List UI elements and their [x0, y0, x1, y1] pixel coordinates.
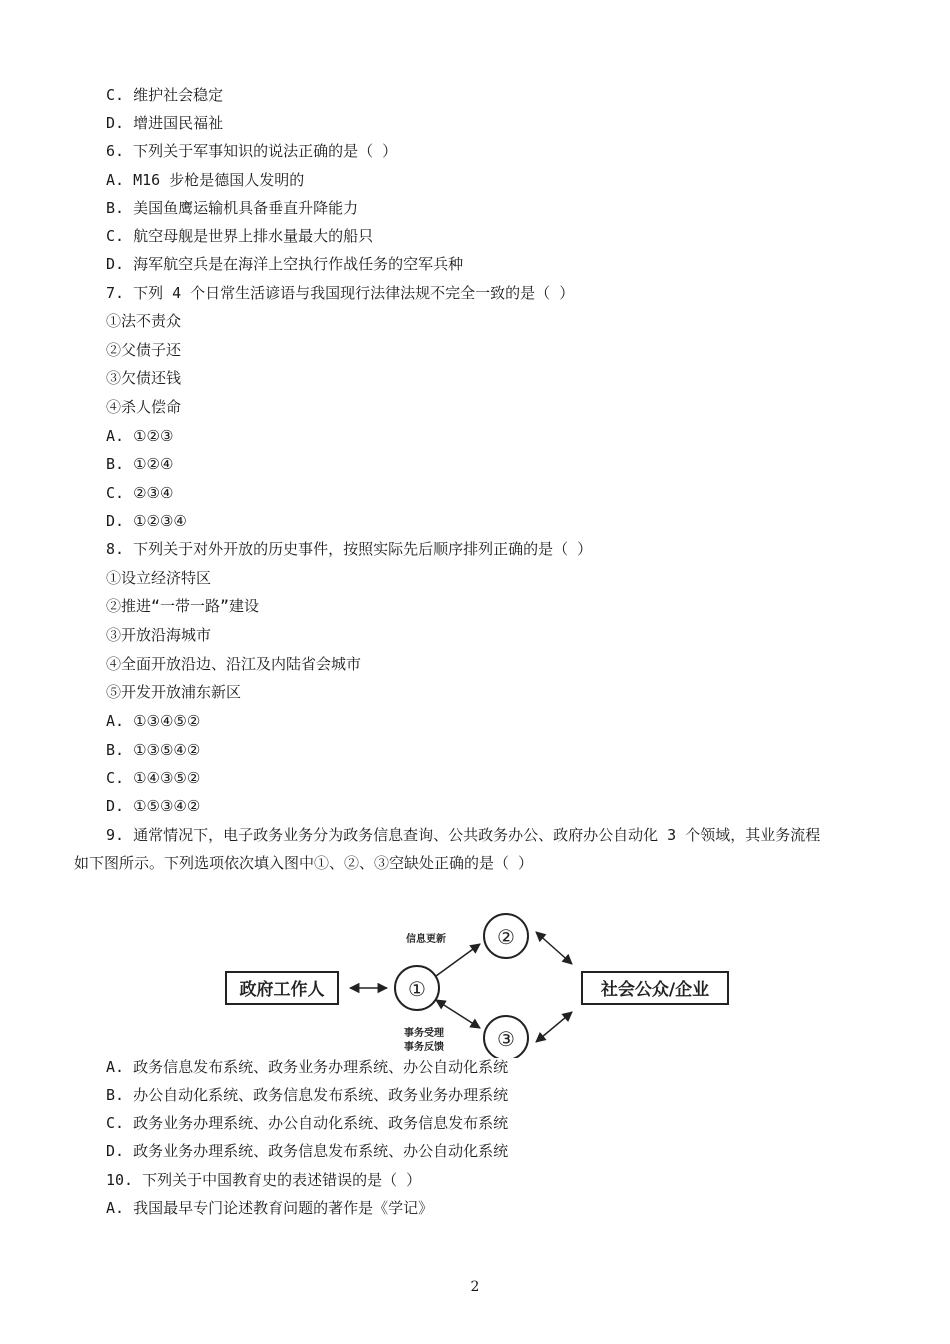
- node-3-label: ③: [497, 1027, 515, 1051]
- q8-item-4: ④全面开放沿边、沿江及内陆省会城市: [106, 655, 362, 673]
- arrow-node1-node3: [436, 1000, 480, 1028]
- label-info-update: 信息更新: [406, 934, 446, 945]
- q9-option-d: D. 政务业务办理系统、政务信息发布系统、办公自动化系统: [106, 1142, 509, 1160]
- q9-option-b: B. 办公自动化系统、政务信息发布系统、政务业务办理系统: [106, 1086, 509, 1104]
- q8-stem: 8. 下列关于对外开放的历史事件，按照实际先后顺序排列正确的是（ ）: [106, 540, 593, 558]
- arrow-node1-node2: [436, 944, 480, 976]
- q8-item-3: ③开放沿海城市: [106, 626, 212, 644]
- q8-option-a: A. ①③④⑤②: [106, 712, 201, 730]
- label-affair-accept: 事务受理: [404, 1028, 444, 1039]
- q8-item-2: ②推进“一带一路”建设: [106, 597, 260, 615]
- e-government-flow-diagram: [222, 908, 737, 1058]
- q8-option-b: B. ①③⑤④②: [106, 741, 201, 759]
- q8-option-d: D. ①⑤③④②: [106, 797, 201, 815]
- left-box-label: 政府工作人: [239, 980, 325, 1000]
- q8-item-1: ①设立经济特区: [106, 569, 212, 587]
- q9-stem-line1: 9. 通常情况下，电子政务业务分为政务信息查询、公共政务办公、政府办公自动化 3 个领域，其业务流程: [106, 826, 821, 844]
- q7-option-a: A. ①②③: [106, 427, 174, 445]
- arrow-node2-right: [536, 932, 572, 964]
- left-box: [226, 972, 338, 1004]
- q5-option-c: C. 维护社会稳定: [106, 86, 224, 104]
- q8-option-c: C. ①④③⑤②: [106, 769, 201, 787]
- q9-option-a: A. 政务信息发布系统、政务业务办理系统、办公自动化系统: [106, 1058, 509, 1076]
- q7-item-4: ④杀人偿命: [106, 398, 182, 416]
- node-1-label: ①: [408, 977, 426, 1001]
- q7-item-3: ③欠债还钱: [106, 369, 182, 387]
- right-box-label: 社会公众/企业: [600, 980, 710, 1000]
- node-2-label: ②: [497, 925, 515, 949]
- node-1: [395, 966, 439, 1010]
- q7-option-b: B. ①②④: [106, 455, 174, 473]
- page-number: 2: [470, 1279, 480, 1295]
- q6-stem: 6. 下列关于军事知识的说法正确的是（ ）: [106, 142, 398, 160]
- q6-option-d: D. 海军航空兵是在海洋上空执行作战任务的空军兵种: [106, 255, 464, 273]
- node-3: [484, 1016, 528, 1058]
- right-box: [582, 972, 728, 1004]
- q7-item-1: ①法不责众: [106, 312, 182, 330]
- q10-option-a: A. 我国最早专门论述教育问题的著作是《学记》: [106, 1199, 434, 1217]
- q8-item-5: ⑤开发开放浦东新区: [106, 683, 242, 701]
- q9-option-c: C. 政务业务办理系统、办公自动化系统、政务信息发布系统: [106, 1114, 509, 1132]
- q7-option-d: D. ①②③④: [106, 512, 187, 530]
- q6-option-c: C. 航空母舰是世界上排水量最大的船只: [106, 227, 374, 245]
- node-2: [484, 914, 528, 958]
- q6-option-b: B. 美国鱼鹰运输机具备垂直升降能力: [106, 199, 359, 217]
- q9-stem-line2: 如下图所示。下列选项依次填入图中①、②、③空缺处正确的是（ ）: [74, 854, 534, 872]
- q7-option-c: C. ②③④: [106, 484, 174, 502]
- q7-item-2: ②父债子还: [106, 341, 182, 359]
- arrow-node3-right: [536, 1012, 572, 1042]
- q6-option-a: A. M16 步枪是德国人发明的: [106, 171, 305, 189]
- q7-stem: 7. 下列 4 个日常生活谚语与我国现行法律法规不完全一致的是（ ）: [106, 284, 575, 302]
- q5-option-d: D. 增进国民福祉: [106, 114, 224, 132]
- label-affair-feedback: 事务反馈: [404, 1042, 444, 1053]
- q10-stem: 10. 下列关于中国教育史的表述错误的是（ ）: [106, 1171, 422, 1189]
